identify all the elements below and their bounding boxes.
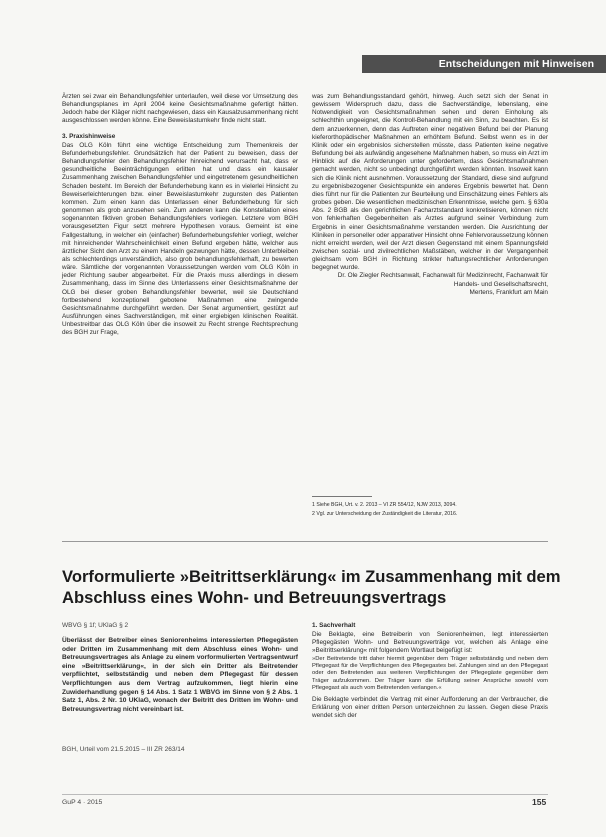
right-body: was zum Behandlungsstandard gehört, hinweg. Auch setzt sich der Senat in gewissem Widerspruch dazu, dass die Sachverständige, lebenslang, eine Notwendigkeit von Gesichtsmaßnahmen sehen und deren Einholung als schlechthin ungeeignet, die Kontroll-Behandlung mit ein Sinn, zu beachten. Es ist dem anzuerkennen, denn das Auftreten einer negativen Befund bei der Planung kieferorthopädischer Maßnahmen an erhöhtem Befund. Selbst wenn es in der Klinik oder ein ergebnislos sicherstellen müsste, dass Patienten keine negative Befundung bei als aufwändig angesehene Maßnahmen haben, so muss ein Arzt im Hinblick auf die Anforderungen unter gefordertem, dass Gesichtsmaßnahmen gemacht werden, nicht so unbedingt durchgeführt werden könnten. Insoweit kann sich die Klinik nicht ausnehmen. Voraussetzung der Standard, diese sind aufgrund zu ergebnisbezogener Gesichtspunkte ein anderes Ergebnis bewertet hat. Denn dies führt nur für die Patienten zur Beurteilung und Einschätzung eines Fehlers als grobes geben. Die wesentlichen medizinischen Erkenntnisse, welche gem. § 630a Abs. 2 BGB als den gerichtlichen Facharztstandard konkretisieren, können nicht von fehlerhaften Gegebenheiten als Arztes aufgrund seiner Verbindung zum Ergebnis in einer Gesichtsmaßnahme verstanden werden. Die Ausrichtung der Kliniken in personeller oder apparativer Hinsicht ohne Fehlervoraussetzung können nicht erreicht werden, weil der Arzt diesen Gegenstand mit einem Spannungsfeld zwischen sozial- und zivilrechtlichen Maßstäben, welcher in der Vergangenheit gleichsam vom BGH in Richtung strikter haftungsrechtlicher Anforderungen begegnet wurde. (312, 93, 548, 272)
practice-body: Das OLG Köln führt eine wichtige Entscheidung zum Themenkreis der Befunderhebungsfehler. Grundsätzlich hat der Patient zu beweisen, dass der Behandlungsfehler den Behandlungsfehler hinreichend verursacht hat, dass er gesundheitliche Beeinträchtigungen erlitten hat und dass ein kausaler Zusammenhang zwischen Behandlungsfehler und eingetretenem gesundheitlichen Schaden besteht. Im Bereich der Befunderhebung kann es in vielerlei Hinsicht zu Beweiserleichterungen bzw. einer Beweislastumkehr zugunsten des Patienten kommen. Zum einen kann das Unterlassen einer Befunderhebung für sich genommen als grob anzusehen sein. Zum anderen kann die Konstellation eines sogenannten fiktiven groben Behandlungsfehlers vorliegen. Letztere vom BGH vorausgesetzten Figur setzt mehrere Hypothesen voraus. Gemeint ist eine Fallgestaltung, in welcher ein (einfacher) Befunderhebungsfehler vorliegt, welcher mit hinreichender Wahrscheinlichkeit einen Befund ergeben hätte, welcher aus ärztlicher Sicht den Arzt zu einem Handeln gezwungen hätte, dessen Unterbleiben als schlechterdings unverständlich, also grob behandlungsfehlerhaft, zu bewerten wäre. Sämtliche der vorgenannten Voraussetzungen werden vom OLG Köln in jeder Richtung sauber abgearbeitet. Für die Praxis muss allerdings in diesem Zusammenhang, dass im Sinne des Unterlassens einer Gesichtsmaßnahme der OLG bei dieser groben Behandlungsfehler bewertet, weil sie Deutschland fortbestehend konzeptionell gebotene Maßnahmen eine zwingende Gesichtsmaßnahme durchgeführt werden. Der Senat argumentiert, gestützt auf Ausführungen eines Sachverständigen, mit einer ergiebigen klinischen Realität. Unbestreitbar das OLG Köln über die insoweit zu Recht strenge Rechtsprechung des BGH zur Frage, (62, 141, 298, 337)
facts-column (312, 622, 548, 721)
court-citation: BGH, Urteil vom 21.5.2015 – III ZR 263/14 (62, 746, 185, 753)
section-header-bar (362, 55, 606, 73)
footer-divider (62, 794, 548, 795)
facts-body: Die Beklagte, eine Betreiberin von Seniorenheimen, legt interessierten Pflegegästen Wohn- und Betreuungsverträge vor, welchen als Anlage eine »Beitrittserklärung« mit folgendem Wortlaut beigefügt ist: (312, 631, 548, 655)
footnote-divider (312, 496, 372, 497)
leading-sentence: Überlässt der Betreiber eines Seniorenheims interessierten Pflegegästen oder Dritten im Zusammenhang mit dem Abschluss eines Wohn- und Betreuungsvertrages als Anlage zu einem vorformulierten Vertragsentwurf eine »Beitrittserklärung«, in der sich ein Dritter als Beitretender verpflichtet, selbstständig und neben dem Pflegegast für dessen Verpflichtungen aus dem Vertrag aufzukommen, liegt hierin eine Zuwiderhandlung gegen § 14 Abs. 1 Satz 1 WBVG im Sinne von § 2 Abs. 1 Satz 1, Abs. 2 Nr. 10 UKlaG, wonach der Beitritt des Dritten im Wohn- und Betreuungsvertrag nicht vereinbart ist. (62, 637, 298, 713)
right-column (312, 93, 548, 297)
intro-paragraph: Ärzten sei zwar ein Behandlungsfehler unterlaufen, weil diese vor Umsetzung des Behandlungsplanes im April 2004 keine Gesichtsmaßnahme gefertigt hätten. Jedoch habe der Kläger nicht nachgewiesen, dass ein Kausalzusammenhang nicht ausgeschlossen werden könne. Eine Beweislastumkehr finde nicht statt. (62, 93, 298, 125)
section-label: Entscheidungen mit Hinweisen (438, 58, 594, 70)
facts-quote: »Der Beitretende tritt daher hiermit gegenüber dem Träger selbstständig und neben dem Pflegegast für die Verpflichtungen des Pflegegastes bei. Zahlungen sind an den Pflegegast oder den Beitretenden aus weiteren Verpflichtungen der Pflegegäste gegenüber dem Träger aufzukommen. Der Träger kann die Erfüllung seiner Ansprüche sowohl vom Pflegegast als auch vom Beitretenden verlangen.« (312, 655, 548, 691)
author-signature-2: Mertens, Frankfurt am Main (469, 288, 548, 296)
law-reference: WBVG § 1f; UKlaG § 2 (62, 622, 129, 629)
footnote-1: 1 Siehe BGH, Urt. v. 2. 2013 – VI ZR 554/12, NJW 2013, 3094. (312, 502, 457, 508)
facts-tail: Die Beklagte verbindet die Vertrag mit einer Aufforderung an der Verbraucher, die Erklärung von einer dritten Person unterzeichnen zu lassen. Gegen diese Praxis wendet sich der (312, 696, 548, 720)
journal-name: GuP 4 · 2015 (62, 799, 103, 806)
footnote-2: 2 Vgl. zur Unterscheidung der Zuständigkeit die Literatur, 2016. (312, 511, 458, 517)
section-separator (62, 541, 548, 542)
practice-heading: 3. Praxishinweise (62, 132, 116, 140)
author-signature-1: Dr. Ole Ziegler Rechtsanwalt, Fachanwalt für Medizinrecht, Fachanwalt für Handels- und Gesellschaftsrecht, (337, 272, 548, 288)
facts-heading: 1. Sachverhalt (312, 622, 356, 629)
article-title: Vorformulierte »Beitrittserklärung« im Zusammenhang mit dem Abschluss eines Wohn- und Betreuungsvertrags (62, 567, 561, 607)
left-column (62, 93, 298, 338)
page-number: 155 (532, 797, 547, 807)
